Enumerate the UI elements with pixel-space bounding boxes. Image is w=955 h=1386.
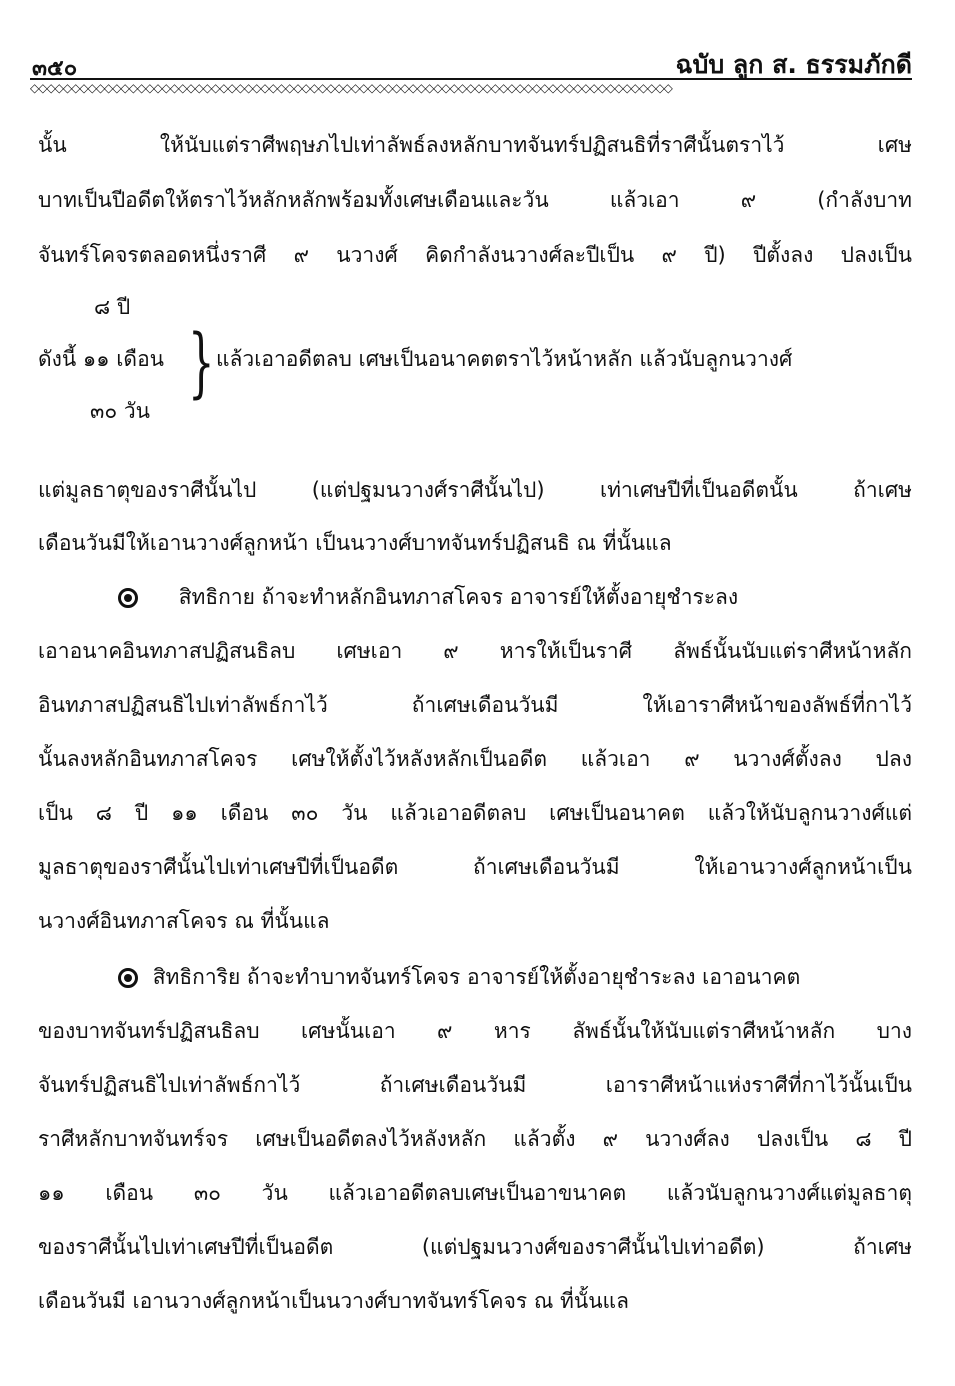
paragraph-3-line-3: นั้นลงหลักอินทภาสโคจร เศษให้ตั้งไว้หลังหลักเป็นอดีต แล้วเอา ๙ นวางศ์ตั้งลง ปลง: [38, 747, 912, 771]
paragraph-3-first-line: [118, 582, 912, 612]
paragraph-2-line-2: เดือนวันมีให้เอานวางศ์ลูกหน้า เป็นนวางศ์บาทจันทร์ปฏิสนธิ ณ ที่นั้นแล: [38, 531, 672, 555]
brace-block: [38, 292, 912, 432]
paragraph-4-line-3: ราศีหลักบาทจันทร์จร เศษเป็นอดีตลงไว้หลังหลัก แล้วตั้ง ๙ นวางศ์ลง ปลงเป็น ๘ ปี: [38, 1127, 912, 1151]
paragraph-3-line-1: เอาอนาคอินทภาสปฏิสนธิลบ เศษเอา ๙ หารให้เป็นราศี ลัพธ์นั้นนับแต่ราศีหน้าหลัก: [38, 639, 912, 663]
paragraph-3-line-2: อินทภาสปฏิสนธิไปเท่าลัพธ์กาไว้ ถ้าเศษเดือนวันมี ให้เอาราศีหน้าของลัพธ์ที่กาไว้: [38, 693, 912, 717]
paragraph-1-line-2: บาทเป็นปีอดีตให้ตราไว้หลักหลักพร้อมทั้งเศษเดือนและวัน แล้วเอา ๙ (กำลังบาท: [38, 188, 912, 212]
ornament-border: ◇◇◇◇◇◇◇◇◇◇◇◇◇◇◇◇◇◇◇◇◇◇◇◇◇◇◇◇◇◇◇◇◇◇◇◇◇◇◇◇◇◇◇◇◇◇◇◇◇◇◇◇◇◇◇◇◇◇◇◇◇◇◇◇◇◇◇◇◇◇◇◇◇◇◇◇◇◇: [30, 81, 672, 95]
page-header: [30, 40, 912, 80]
paragraph-4-line-1: ของบาทจันทร์ปฏิสนธิลบ เศษนั้นเอา ๙ หาร ลัพธ์นั้นให้นับแต่ราศีหน้าหลัก บาง: [38, 1019, 912, 1043]
brace-lead: ดังนี้ ๑๑ เดือน: [38, 347, 165, 371]
paragraph-3-line-5: มูลธาตุของราศีนั้นไปเท่าเศษปีที่เป็นอดีต ถ้าเศษเดือนวันมี ให้เอานวางศ์ลูกหน้าเป็น: [38, 855, 912, 879]
brace-text: แล้วเอาอดีตลบ เศษเป็นอนาคตตราไว้หน้าหลัก แล้วนับลูกนวางศ์: [216, 347, 793, 371]
paragraph-4-first-line-text: สิทธิการิย ถ้าจะทำบาทจันทร์โคจร อาจารย์ให้ตั้งอายุชำระลง เอาอนาคต: [152, 965, 801, 989]
book-title: ฉบับ ลูก ส. ธรรมภักดี: [675, 50, 912, 79]
paragraph-4-line-6: เดือนวันมี เอานวางศ์ลูกหน้าเป็นนวางศ์บาทจันทร์โคจร ณ ที่นั้นแล: [38, 1289, 629, 1313]
bullseye-bullet-icon: [118, 968, 138, 988]
paragraph-3-line-6: นวางศ์อินทภาสโคจร ณ ที่นั้นแล: [38, 909, 330, 933]
brace-day: ๓๐ วัน: [90, 399, 150, 423]
paragraph-3-first-line-text: สิทธิกาย ถ้าจะทำหลักอินทภาสโคจร อาจารย์ให้ตั้งอายุชำระลง: [178, 585, 739, 609]
paragraph-1-line-3: จันทร์โคจรตลอดหนึ่งราศี ๙ นวางศ์ คิดกำลังนวางศ์ละปีเป็น ๙ ปี) ปีตั้งลง ปลงเป็น: [38, 243, 912, 267]
paragraph-3-line-4: เป็น ๘ ปี ๑๑ เดือน ๓๐ วัน แล้วเอาอดีตลบ เศษเป็นอนาคต แล้วให้นับลูกนวางศ์แต่: [38, 801, 912, 825]
paragraph-4-line-2: จันทร์ปฏิสนธิไปเท่าลัพธ์กาไว้ ถ้าเศษเดือนวันมี เอาราศีหน้าแห่งราศีที่กาไว้นั้นเป็น: [38, 1073, 912, 1097]
curly-brace-icon: }: [188, 317, 215, 406]
paragraph-4-line-5: ของราศีนั้นไปเท่าเศษปีที่เป็นอดีต (แต่ปฐมนวางศ์ของราศีนั้นไปเท่าอดีต) ถ้าเศษ: [38, 1235, 912, 1259]
paragraph-4-first-line: [118, 962, 912, 992]
paragraph-1-line-1: นั้น ให้นับแต่ราศีพฤษภไปเท่าลัพธ์ลงหลักบาทจันทร์ปฏิสนธิที่ราศีนั้นตราไว้ เศษ: [38, 133, 912, 157]
page-number: ๓๕๐: [32, 56, 78, 81]
bullseye-bullet-icon: [118, 588, 138, 608]
brace-year: ๘ ปี: [94, 295, 131, 319]
paragraph-4-line-4: ๑๑ เดือน ๓๐ วัน แล้วเอาอดีตลบเศษเป็นอาขนาคต แล้วนับลูกนวางศ์แต่มูลธาตุ: [38, 1181, 912, 1205]
paragraph-2-line-1: แต่มูลธาตุของราศีนั้นไป (แต่ปฐมนวางศ์ราศีนั้นไป) เท่าเศษปีที่เป็นอดีตนั้น ถ้าเศษ: [38, 478, 912, 502]
